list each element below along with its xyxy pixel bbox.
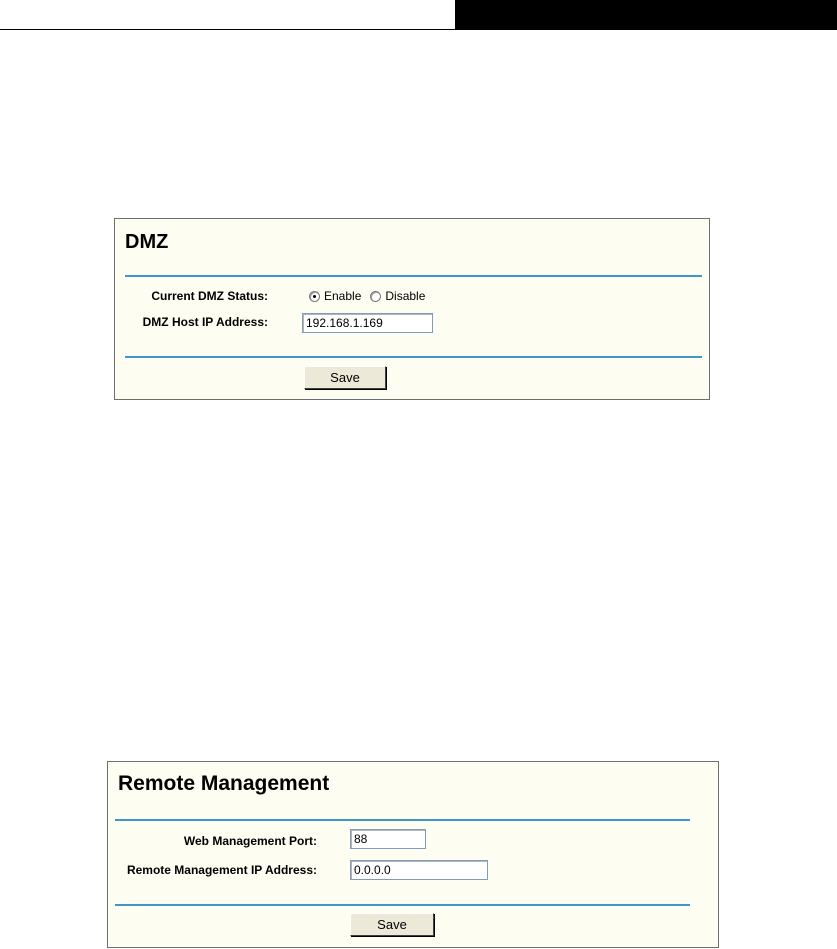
dmz-save-button[interactable]: Save: [304, 366, 386, 389]
dmz-status-radio-group: [309, 289, 434, 303]
dmz-bottom-divider: [125, 356, 702, 358]
dmz-enable-label[interactable]: Enable: [324, 289, 362, 303]
dmz-status-label: Current DMZ Status:: [151, 289, 268, 303]
dmz-panel: [114, 218, 710, 400]
web-management-port-label: Web Management Port:: [183, 834, 317, 848]
remote-management-top-divider: [115, 819, 690, 821]
remote-management-ip-label: Remote Management IP Address:: [126, 863, 317, 877]
dmz-top-divider: [125, 275, 702, 277]
header-rule: [0, 29, 837, 30]
web-management-port-input[interactable]: [350, 829, 426, 849]
dmz-disable-label[interactable]: Disable: [385, 289, 426, 303]
dmz-title: DMZ: [125, 231, 169, 253]
remote-management-ip-input[interactable]: [350, 860, 488, 880]
dmz-enable-radio[interactable]: [309, 291, 320, 302]
remote-management-title: Remote Management: [118, 772, 330, 795]
remote-management-save-button[interactable]: Save: [350, 913, 434, 936]
remote-management-bottom-divider: [115, 904, 690, 906]
remote-management-panel: [107, 761, 719, 948]
dmz-host-ip-input[interactable]: [302, 313, 433, 333]
dmz-host-ip-label: DMZ Host IP Address:: [142, 315, 268, 329]
header-bar: [455, 0, 837, 29]
dmz-disable-radio[interactable]: [370, 291, 381, 302]
